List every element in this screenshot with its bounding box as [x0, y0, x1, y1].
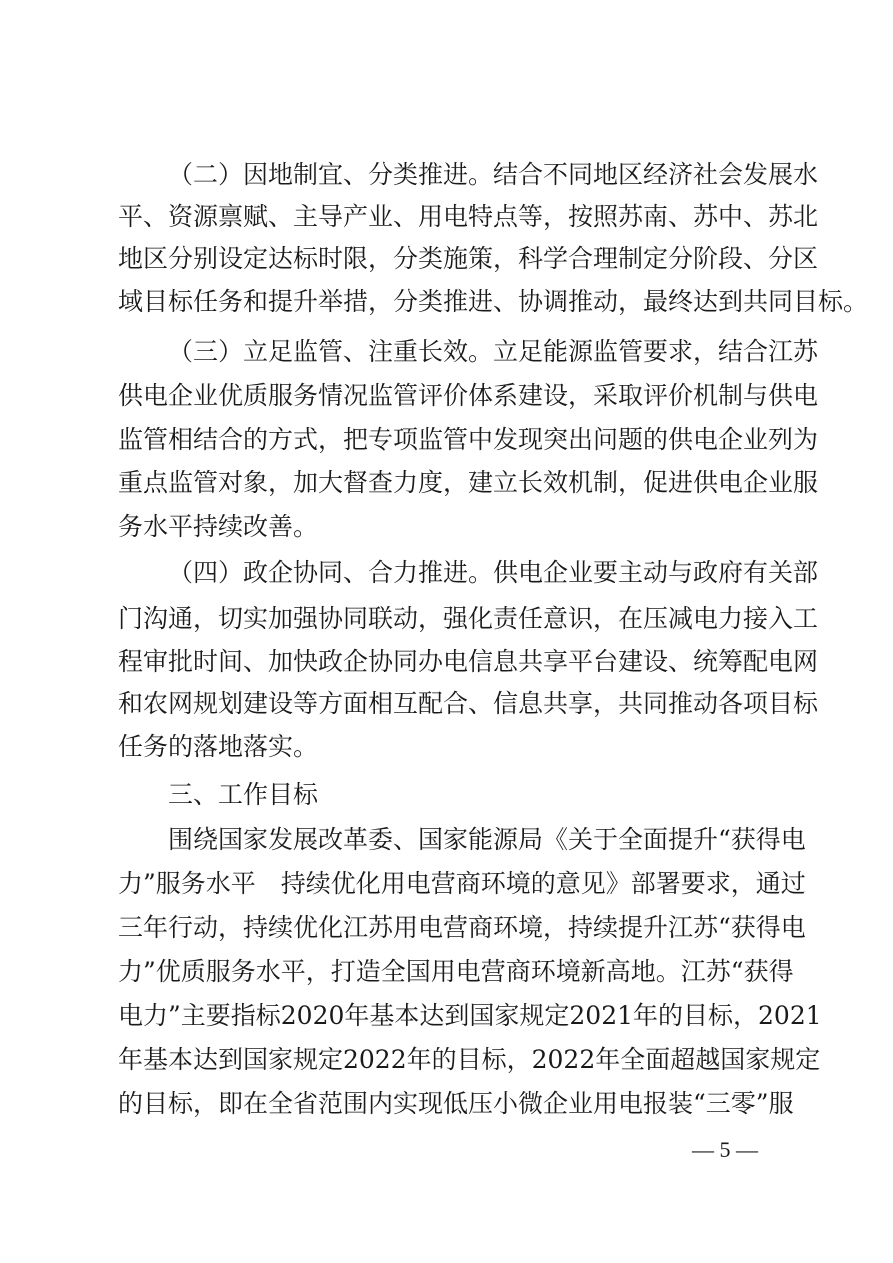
- paragraph-5-line-6: 年基本达到国家规定2022年的目标，2022年全面超越国家规定: [118, 1045, 821, 1074]
- paragraph-4-line-3: 程审批时间、加快政企协同办电信息共享平台建设、统筹配电网: [118, 647, 819, 676]
- section-heading: 三、工作目标: [168, 780, 319, 809]
- paragraph-4-line-5: 任务的落地落实。: [118, 732, 319, 761]
- paragraph-3-line-3: 监管相结合的方式，把专项监管中发现突出问题的供电企业列为: [118, 425, 819, 454]
- paragraph-2-line-2: 平、资源禀赋、主导产业、用电特点等，按照苏南、苏中、苏北: [118, 202, 819, 231]
- paragraph-5-line-2: 力”服务水平 持续优化用电营商环境的意见》部署要求，通过: [118, 869, 806, 898]
- paragraph-5-line-4: 力”优质服务水平，打造全国用电营商环境新高地。江苏“获得: [118, 957, 794, 986]
- paragraph-2-line-1: （二）因地制宜、分类推进。结合不同地区经济社会发展水: [168, 160, 819, 189]
- paragraph-2-line-3: 地区分别设定达标时限，分类施策，科学合理制定分阶段、分区: [118, 244, 819, 273]
- paragraph-4-line-2: 门沟通，切实加强协同联动，强化责任意识，在压减电力接入工: [118, 604, 819, 633]
- paragraph-3-line-4: 重点监管对象，加大督查力度，建立长效机制，促进供电企业服: [118, 468, 819, 497]
- paragraph-5-line-7: 的目标，即在全省范围内实现低压小微企业用电报装“三零”服: [118, 1089, 794, 1118]
- paragraph-5-line-3: 三年行动，持续优化江苏用电营商环境，持续提升江苏“获得电: [118, 913, 806, 942]
- paragraph-4-line-1: （四）政企协同、合力推进。供电企业要主动与政府有关部: [168, 558, 819, 587]
- paragraph-3-line-2: 供电企业优质服务情况监管评价体系建设，采取评价机制与供电: [118, 381, 819, 410]
- paragraph-5-line-1: 围绕国家发展改革委、国家能源局《关于全面提升“获得电: [168, 825, 806, 854]
- paragraph-5-line-5: 电力”主要指标2020年基本达到国家规定2021年的目标，2021: [118, 1001, 822, 1030]
- paragraph-3-line-1: （三）立足监管、注重长效。立足能源监管要求，结合江苏: [168, 337, 819, 366]
- page-number: — 5 —: [692, 1137, 758, 1162]
- paragraph-2-line-4: 域目标任务和提升举措，分类推进、协调推动，最终达到共同目标。: [118, 287, 869, 316]
- paragraph-3-line-5: 务水平持续改善。: [118, 512, 319, 541]
- paragraph-4-line-4: 和农网规划建设等方面相互配合、信息共享，共同推动各项目标: [118, 689, 819, 718]
